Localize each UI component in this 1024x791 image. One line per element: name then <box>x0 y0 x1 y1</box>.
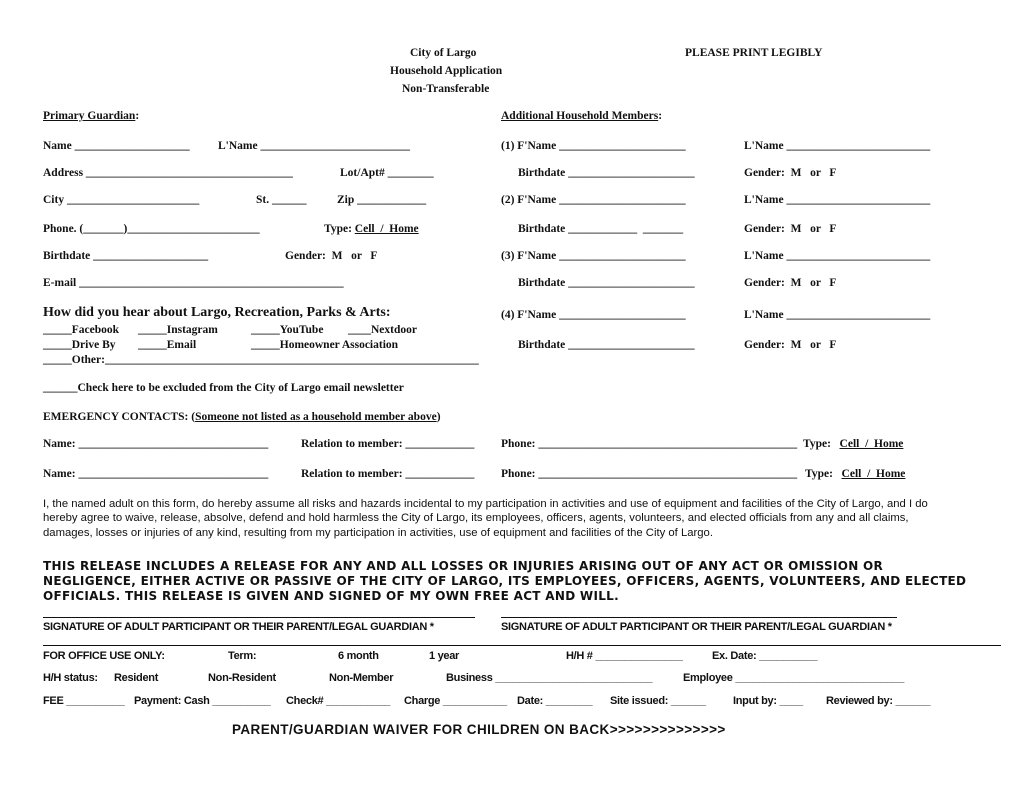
back-page-notice: PARENT/GUARDIAN WAIVER FOR CHILDREN ON BACK>>>>>>>>>>>>>> <box>232 722 726 737</box>
primary-lot-field[interactable]: Lot/Apt# ________ <box>340 167 434 179</box>
member3-lname-field[interactable]: L'Name _________________________ <box>744 250 931 262</box>
release-line-1: THIS RELEASE INCLUDES A RELEASE FOR ANY AND ALL LOSSES OR INJURIES ARISING OUT OF ANY ACT OR OMISSION OR <box>43 559 884 573</box>
release-line-3: OFFICIALS. THIS RELEASE IS GIVEN AND SIGNED OF MY OWN FREE ACT AND WILL. <box>43 589 619 603</box>
member3-fname-field[interactable]: (3) F'Name ______________________ <box>501 250 686 262</box>
option-instagram[interactable]: _____Instagram <box>138 324 218 336</box>
office-one-year[interactable]: 1 year <box>429 650 460 662</box>
member3-gender-field[interactable]: Gender: M or F <box>744 277 837 289</box>
primary-guardian-heading-text: Primary Guardian <box>43 110 136 122</box>
additional-members-colon: : <box>658 110 663 122</box>
option-youtube[interactable]: _____YouTube <box>251 324 324 336</box>
office-resident[interactable]: Resident <box>114 672 159 684</box>
primary-address-field[interactable]: Address ____________________________________ <box>43 167 293 179</box>
member4-fname-field[interactable]: (4) F'Name ______________________ <box>501 309 686 321</box>
office-charge[interactable]: Charge ___________ <box>404 695 507 707</box>
office-divider <box>43 645 1001 646</box>
office-six-month[interactable]: 6 month <box>338 650 379 662</box>
member4-lname-field[interactable]: L'Name _________________________ <box>744 309 931 321</box>
primary-phone-type[interactable] <box>324 222 419 236</box>
member2-gender-field[interactable]: Gender: M or F <box>744 223 837 235</box>
office-non-resident[interactable]: Non-Resident <box>208 672 276 684</box>
emergency1-name-field[interactable]: Name: _________________________________ <box>43 438 269 450</box>
member2-birthdate-field[interactable]: Birthdate ____________ _______ <box>518 223 684 235</box>
primary-guardian-heading <box>43 109 139 123</box>
emergency-heading-text: EMERGENCY CONTACTS: ( <box>43 411 196 423</box>
emergency2-relation-field[interactable]: Relation to member: ____________ <box>301 468 475 480</box>
office-payment-cash[interactable]: Payment: Cash __________ <box>134 695 271 707</box>
member3-birthdate-field[interactable]: Birthdate ______________________ <box>518 277 695 289</box>
signature-label-1: SIGNATURE OF ADULT PARTICIPANT OR THEIR PARENT/LEGAL GUARDIAN * <box>43 621 434 633</box>
office-fee[interactable]: FEE __________ <box>43 695 125 707</box>
member4-gender-field[interactable]: Gender: M or F <box>744 339 837 351</box>
waiver-paragraph: I, the named adult on this form, do hereby assume all risks and hazards incidental to my participation in activities and use of equipment and facilities of the City of Largo, and I do hereby agree to waive, release, absolve, defend and hold harmless the City of Largo, its employees, officers, agents, volunteers, and elected officials from any and all claims, damages, losses or injuries of any kind, resulting from my participation in activities, use of equipment and facilities of the City of Largo. <box>43 498 928 539</box>
member2-fname-field[interactable]: (2) F'Name ______________________ <box>501 194 686 206</box>
office-check-number[interactable]: Check# ___________ <box>286 695 391 707</box>
newsletter-optout-checkbox[interactable]: ______Check here to be excluded from the City of Largo email newsletter <box>43 382 404 394</box>
form-title: Household Application <box>390 65 503 77</box>
member4-birthdate-field[interactable]: Birthdate ______________________ <box>518 339 695 351</box>
emergency2-phone-field[interactable]: Phone: _____________________________________________ <box>501 468 798 480</box>
form-subtitle: Non-Transferable <box>402 83 490 95</box>
print-legibly-notice: PLEASE PRINT LEGIBLY <box>685 47 823 59</box>
primary-email-field[interactable]: E-mail ______________________________________________ <box>43 277 344 289</box>
signature-line-1[interactable] <box>43 617 475 618</box>
primary-name-field[interactable]: Name ____________________ <box>43 140 190 152</box>
option-nextdoor[interactable]: ____Nextdoor <box>348 324 417 336</box>
primary-lname-field[interactable]: L'Name __________________________ <box>218 140 410 152</box>
emergency1-type[interactable] <box>803 437 903 451</box>
phone-type-label: Type: <box>324 223 352 235</box>
office-term-label: Term: <box>228 650 257 662</box>
city-title: City of Largo <box>410 47 477 59</box>
emergency1-phone-field[interactable]: Phone: _____________________________________________ <box>501 438 798 450</box>
emergency-heading-note: Someone not listed as a household member above <box>195 411 437 423</box>
emergency2-type[interactable] <box>805 467 905 481</box>
office-business[interactable]: Business ___________________________ <box>446 672 653 684</box>
office-employee[interactable]: Employee _____________________________ <box>683 672 905 684</box>
release-line-2: NEGLIGENCE, EITHER ACTIVE OR PASSIVE OF THE CITY OF LARGO, ITS EMPLOYEES, OFFICERS, AGENTS, VOLUNTEERS, AND ELECTED <box>43 574 967 588</box>
office-hh-status-label: H/H status: <box>43 672 98 684</box>
hear-about-question: How did you hear about Largo, Recreation, Parks & Arts: <box>43 305 391 320</box>
member2-lname-field[interactable]: L'Name _________________________ <box>744 194 931 206</box>
option-email[interactable]: _____Email <box>138 339 197 351</box>
office-non-member[interactable]: Non-Member <box>329 672 394 684</box>
emergency-heading-end: ) <box>436 411 441 423</box>
emergency1-type-label: Type: <box>803 438 831 450</box>
emergency1-type-options[interactable]: Cell / Home <box>839 438 904 450</box>
emergency2-name-field[interactable]: Name: _________________________________ <box>43 468 269 480</box>
office-reviewed-by[interactable]: Reviewed by: ______ <box>826 695 931 707</box>
member1-birthdate-field[interactable]: Birthdate ______________________ <box>518 167 695 179</box>
primary-guardian-colon: : <box>135 110 140 122</box>
primary-state-field[interactable]: St. ______ <box>256 194 307 206</box>
option-homeowner-association[interactable]: _____Homeowner Association <box>251 339 399 351</box>
member1-fname-field[interactable]: (1) F'Name ______________________ <box>501 140 686 152</box>
additional-members-heading <box>501 109 662 123</box>
office-ex-date[interactable]: Ex. Date: __________ <box>712 650 818 662</box>
option-facebook[interactable]: _____Facebook <box>43 324 120 336</box>
office-use-label: FOR OFFICE USE ONLY: <box>43 650 165 662</box>
office-hh-number[interactable]: H/H # _______________ <box>566 650 683 662</box>
option-other[interactable]: _____Other:_________________________________________________________________ <box>43 354 479 366</box>
primary-birthdate-field[interactable]: Birthdate ____________________ <box>43 250 209 262</box>
phone-type-options[interactable]: Cell / Home <box>354 223 419 235</box>
primary-zip-field[interactable]: Zip ____________ <box>337 194 427 206</box>
option-drive-by[interactable]: _____Drive By <box>43 339 116 351</box>
emergency2-type-label: Type: <box>805 468 833 480</box>
office-site-issued[interactable]: Site issued: ______ <box>610 695 706 707</box>
office-date[interactable]: Date: ________ <box>517 695 593 707</box>
member1-lname-field[interactable]: L'Name _________________________ <box>744 140 931 152</box>
primary-gender-field[interactable]: Gender: M or F <box>285 250 378 262</box>
office-input-by[interactable]: Input by: ____ <box>733 695 803 707</box>
primary-city-field[interactable]: City _______________________ <box>43 194 200 206</box>
emergency1-relation-field[interactable]: Relation to member: ____________ <box>301 438 475 450</box>
primary-phone-field[interactable]: Phone. (_______)_______________________ <box>43 223 260 235</box>
signature-line-2[interactable] <box>501 617 897 618</box>
member1-gender-field[interactable]: Gender: M or F <box>744 167 837 179</box>
emergency-contacts-heading <box>43 410 441 424</box>
additional-members-heading-text: Additional Household Members <box>501 110 659 122</box>
emergency2-type-options[interactable]: Cell / Home <box>841 468 906 480</box>
signature-label-2: SIGNATURE OF ADULT PARTICIPANT OR THEIR PARENT/LEGAL GUARDIAN * <box>501 621 892 633</box>
